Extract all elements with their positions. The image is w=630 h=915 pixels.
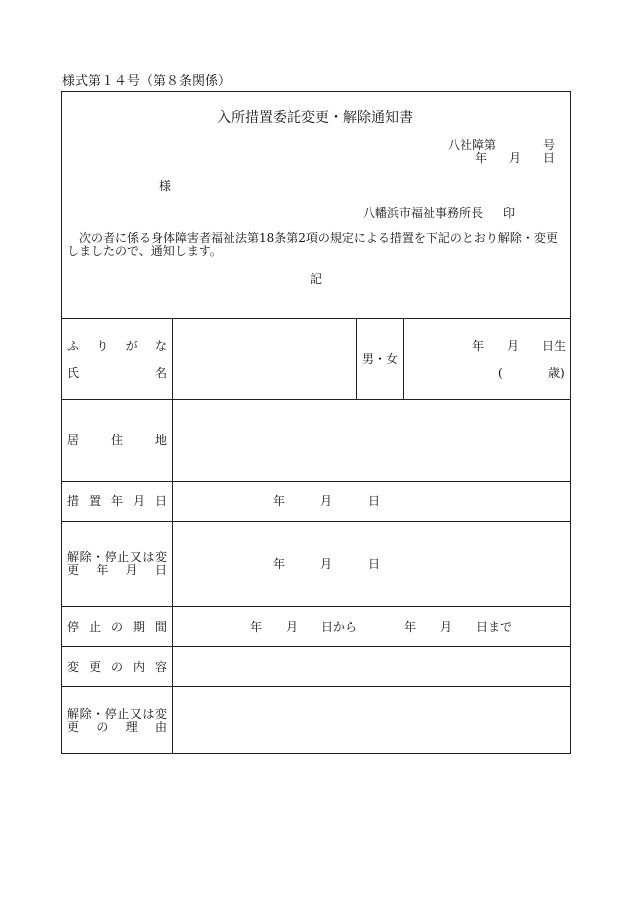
gender-choice: 男・女 [362,352,399,366]
birth-day: 日生 [542,339,567,353]
row-divider [61,481,571,482]
suspension-until-year: 年 [404,620,417,634]
row-divider [61,646,571,647]
birth-column-divider [403,318,404,399]
suspension-from-day: 日から [321,620,358,634]
suspension-from-month: 月 [286,620,299,634]
measure-day: 日 [368,494,381,508]
reason-label-line2: 更の理由 [67,720,167,734]
change-content-label: 変更の内容 [67,660,167,674]
row-divider [61,606,571,607]
ki-mark: 記 [310,272,323,286]
sender-name: 八幡浜市福祉事務所長 [363,206,484,220]
measure-month: 月 [320,494,333,508]
form-number: 様式第１４号（第８条関係） [62,74,232,89]
age-close: 歳) [548,366,565,380]
form-frame [61,91,571,754]
issue-year: 年 [475,151,488,165]
furigana-label: ふりがな [67,339,167,353]
release-day: 日 [368,557,381,571]
issue-month: 月 [509,151,522,165]
release-year: 年 [273,557,286,571]
row-divider [61,318,571,319]
release-date-label-line1: 解除・停止又は変 [67,550,167,564]
notice-body: 次の者に係る身体障害者福祉法第18条第2項の規定による措置を下記のとおり解除・変更しましたので、通知します。 [67,231,558,258]
suspension-from-year: 年 [250,620,263,634]
release-month: 月 [320,557,333,571]
name-label: 氏名 [67,366,167,380]
gender-column-divider [356,318,357,399]
birth-year: 年 [472,339,485,353]
release-date-label-line2: 更年月日 [67,563,167,577]
addressee-suffix: 様 [159,179,172,193]
suspension-until-day: 日まで [476,620,513,634]
row-divider [61,521,571,522]
seal-mark: 印 [503,206,516,220]
doc-number-prefix: 八社障第 [448,138,497,152]
row-divider [61,399,571,400]
measure-date-label: 措置年月日 [67,494,167,508]
birth-month: 月 [507,339,520,353]
measure-year: 年 [273,494,286,508]
residence-label: 居住地 [67,433,167,447]
suspension-until-month: 月 [440,620,453,634]
row-divider [61,686,571,687]
document-title: 入所措置委託変更・解除通知書 [217,110,413,126]
age-open: ( [498,366,503,380]
doc-number-suffix: 号 [543,138,556,152]
reason-label-line1: 解除・停止又は変 [67,707,167,721]
issue-day: 日 [543,151,556,165]
label-column-divider [172,318,173,754]
suspension-label: 停止の期間 [67,620,167,634]
